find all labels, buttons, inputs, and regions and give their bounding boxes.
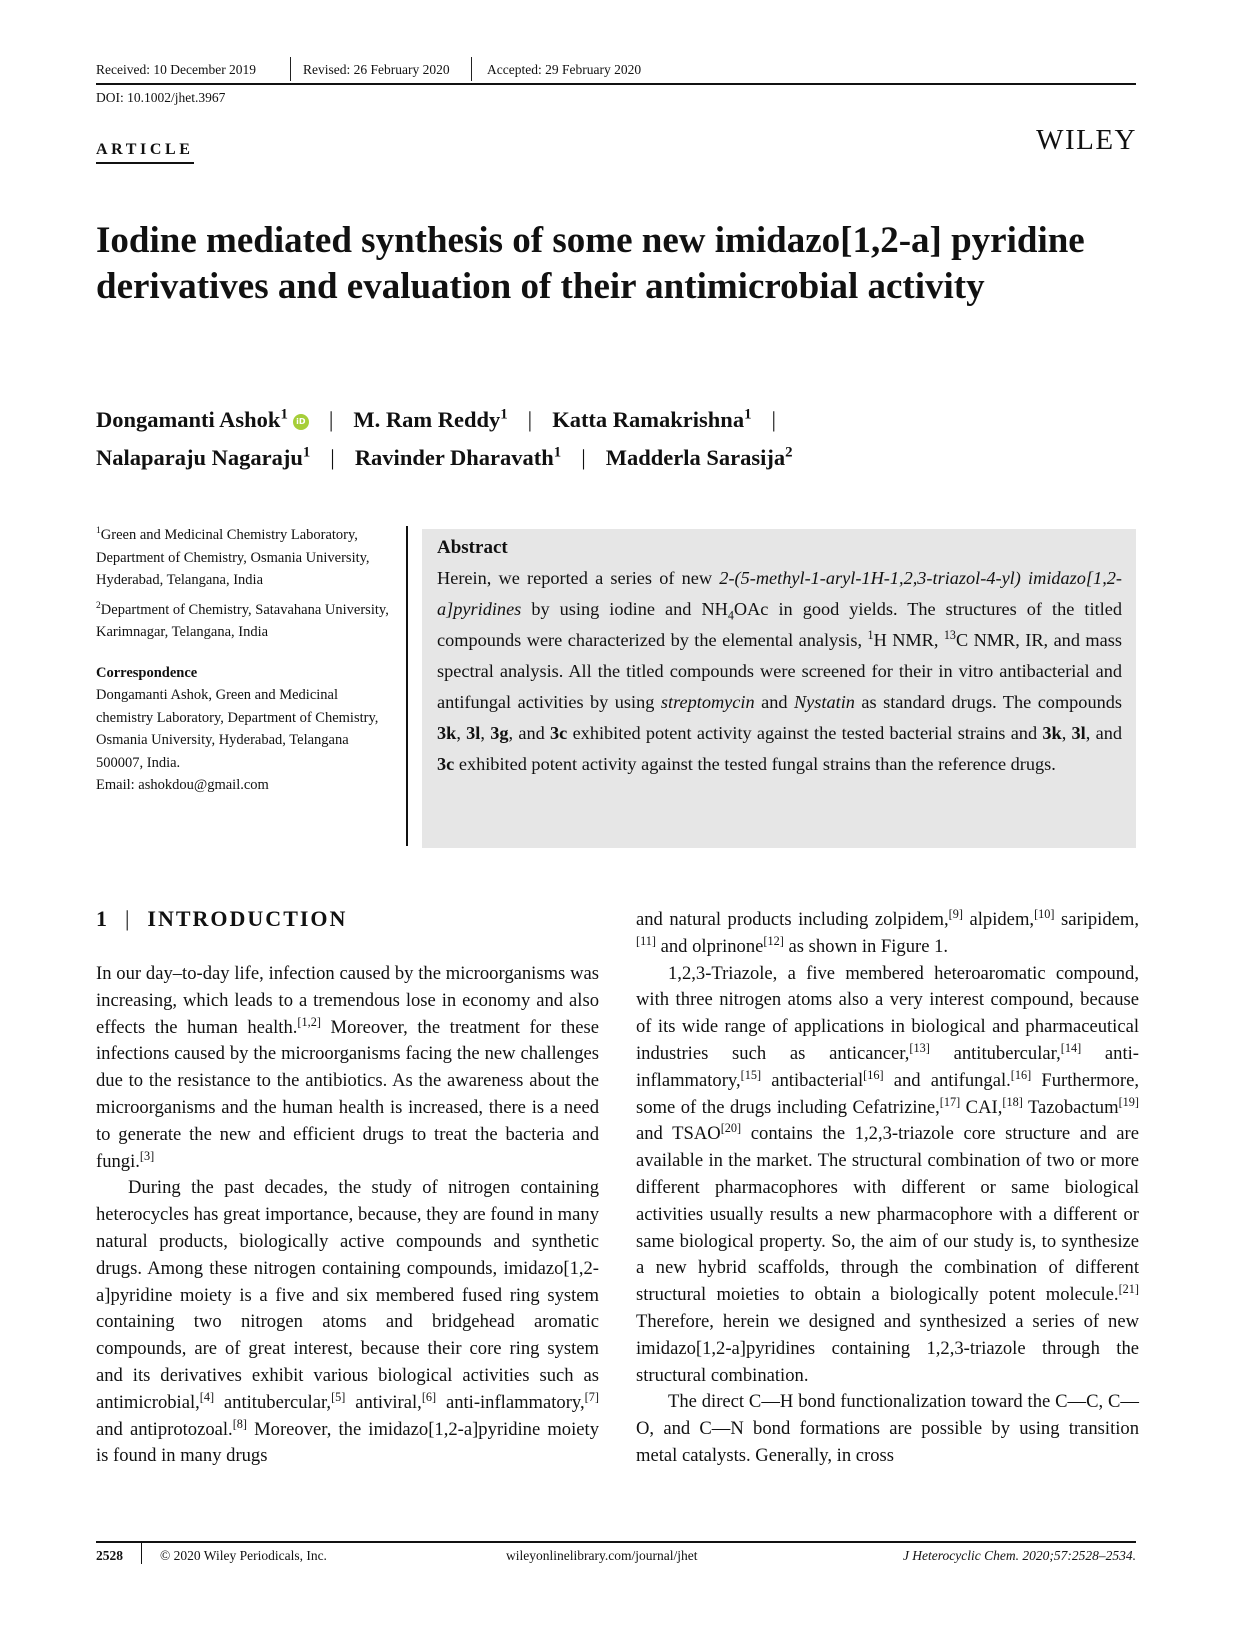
author-separator: | [581,445,586,470]
compound-name: 2-(5-methyl-1-aryl-1H-1,2,3-triazol-4-yl) imidazo[1,2-a]pyridines [437,568,1122,619]
citation-ref[interactable]: [7] [584,1389,599,1404]
revised-date: Revised: 26 February 2020 [303,62,450,77]
author-affiliation-mark: 1 [744,406,752,423]
paper-title: Iodine mediated synthesis of some new imidazo[1,2-a] pyridine derivatives and evaluation of their antimicrobial activity [96,220,1085,307]
paragraph: 1,2,3-Triazole, a five membered heteroaromatic compound, with three nitrogen atoms also a very interest compound, because of its wide range of applications in biological and pharmaceutical industries such as anticancer,[13] antitubercular,[14] anti-inflammatory,[15] antibacterial[16] and antifungal.[16] Furthermore, some of the drugs including Cefatrizine,[17] CAI,[18] Tazobactum[19] and TSAO[20] contains the 1,2,3-triazole core structure and are available in the market. The structural combination of two or more different pharmacophores with different or same biological activities usually results a new pharmacophore with a different or same biological property. So, the aim of our study is, to synthesize a new hybrid scaffolds, through the combination of different structural moieties to obtain a biologically potent molecule.[21] Therefore, herein we designed and synthesized a series of new imidazo[1,2-a]pyridines containing 1,2,3-triazole through the structural combination. [636,962,1139,1386]
citation-ref[interactable]: [11] [636,933,656,948]
author-affiliation-mark: 1 [280,406,288,423]
author-affiliation-mark: 1 [302,444,311,461]
date-separator [471,57,472,81]
citation-ref[interactable]: [5] [331,1389,346,1404]
paragraph: and natural products including zolpidem,[9] alpidem,[10] saripidem,[11] and olprinone[12] as shown in Figure 1. [636,906,1139,957]
affiliation-text: Department of Chemistry, Satavahana University, Karimnagar, Telangana, India [96,601,389,640]
citation-ref[interactable]: [19] [1118,1094,1139,1109]
author-affiliation-mark: 2 [785,444,793,461]
citation-ref[interactable]: [18] [1002,1094,1023,1109]
citation-ref[interactable]: [21] [1118,1281,1139,1296]
author-affiliation-mark: 1 [500,406,508,423]
section-heading [96,906,347,932]
citation-ref[interactable]: [14] [1060,1040,1082,1055]
citation-ref[interactable]: [16] [863,1067,884,1082]
citation-ref[interactable]: [13] [909,1040,930,1055]
author-name: Ravinder Dharavath [354,445,554,470]
author-separator: | [328,407,334,432]
section-title: INTRODUCTION [147,906,348,931]
page-footer [96,1548,1136,1570]
author-affiliation-mark: 1 [553,444,562,461]
citation-ref[interactable]: [12] [763,933,784,948]
citation-ref[interactable]: [15] [740,1067,762,1082]
section-number: 1 [96,906,109,931]
citation-ref[interactable]: [10] [1034,906,1055,921]
author-line [96,407,796,433]
citation-ref[interactable]: [6] [421,1389,437,1404]
citation-ref[interactable]: [16] [1010,1067,1032,1082]
author-name: Madderla Sarasija [605,445,786,470]
accepted-date: Accepted: 29 February 2020 [487,62,642,77]
abstract-heading: Abstract [437,537,508,558]
author-separator: | [527,407,533,432]
author-name: Nalaparaju Nagaraju [96,445,303,470]
drug-name: streptomycin [660,692,755,712]
correspondence-text: Dongamanti Ashok, Green and Medicinal chemistry Laboratory, Department of Chemistry, Osmania University, Hyderabad, Telangana 500007, India. [96,687,379,771]
affiliation [96,599,396,644]
journal-url[interactable]: wileyonlinelibrary.com/journal/jhet [506,1548,698,1563]
author-line [96,445,793,471]
abstract-box [422,529,1136,848]
affiliation-number: 1 [96,525,101,537]
body-column-right [636,907,1139,1470]
header-rule [96,83,1136,85]
author-separator: | [771,407,777,432]
citation-ref[interactable]: [3] [139,1148,155,1163]
author-name: M. Ram Reddy [353,407,501,432]
author-name: Dongamanti Ashok [96,407,281,432]
correspondence-email[interactable]: Email: ashokdou@gmail.com [96,777,269,793]
article-type-label: ARTICLE [96,141,194,164]
abstract-rule [406,526,408,846]
paragraph: During the past decades, the study of nitrogen containing heterocycles has great importance, because, they are found in many natural products, biologically active compounds and synthetic drugs. Among these nitrogen containing compounds, imidazo[1,2-a]pyridine moiety is a five and six membered fused ring system containing two nitrogen atoms and bridgehead aromatic compounds, are of great interest, because their core ring system and its derivatives exhibit various biological activities such as antimicrobial,[4] antitubercular,[5] antiviral,[6] anti-inflammatory,[7] and antiprotozoal.[8] Moreover, the imidazo[1,2-a]pyridine moiety is found in many drugs [96,1177,599,1467]
affiliation-number: 2 [96,599,101,611]
footer-separator [141,1542,142,1564]
abstract-text: Herein, we reported a series of new 2-(5-methyl-1-aryl-1H-1,2,3-triazol-4-yl) imidazo[1,2-a]pyridines by using iodine and $NH_4OAc$ in good yields. The structures of the titled compounds were characterized by the elemental analysis, $^1$H NMR, $^{13}$C NMR, IR, and mass spectral analysis. All the titled compounds were screened for their in vitro antibacterial and antifungal activities by using streptomycin and Nystatin as standard drugs. The compounds 3k, 3l, 3g, and 3c exhibited potent activity against the tested bacterial strains and 3k, 3l, and 3c exhibited potent activity against the tested fungal strains than the reference drugs. [437,568,1123,774]
citation-ref[interactable]: [20] [720,1121,742,1136]
copyright: © 2020 Wiley Periodicals, Inc. [160,1548,327,1563]
orcid-icon[interactable]: iD [293,414,309,430]
drug-name: Nystatin [793,692,855,712]
footer-rule [96,1541,1136,1543]
date-separator [290,57,291,81]
affiliation-text: Green and Medicinal Chemistry Laboratory, Department of Chemistry, Osmania University, Hyderabad, Telangana, India [96,527,370,588]
received-date: Received: 10 December 2019 [96,62,257,77]
section-separator: | [125,906,132,931]
citation-ref[interactable]: [8] [232,1416,248,1431]
page-number: 2528 [96,1548,123,1563]
doi: DOI: 10.1002/jhet.3967 [96,90,226,105]
publication-dates [96,61,1136,83]
publisher-logo: WILEY [1036,124,1137,156]
body-column-left [96,961,599,1470]
author-separator: | [330,445,335,470]
paragraph: In our day–to-day life, infection caused by the microorganisms was increasing, which leads to a tremendous lose in economy and also effects the human health.[1,2] Moreover, the treatment for these infections caused by the microorganisms facing the new challenges due to the resistance to the antibiotics. As the awareness about the microorganisms and the human health is increased, there is a need to generate the new and efficient drugs to treat the bacteria and fungi.[3] [96,963,599,1172]
affiliations [96,524,396,797]
citation-ref[interactable]: [4] [199,1389,215,1404]
citation-ref[interactable]: [9] [948,906,963,921]
correspondence-title: Correspondence [96,664,198,681]
citation-ref[interactable]: [1,2] [297,1014,321,1029]
author-name: Katta Ramakrishna [552,407,745,432]
affiliation [96,524,396,592]
citation-ref[interactable]: [17] [939,1094,961,1109]
paragraph: The direct C—H bond functionalization toward the C—C, C—O, and C—N bond formations are possible by using transition metal catalysts. Generally, in cross [636,1391,1139,1466]
journal-citation: J Heterocyclic Chem. 2020;57:2528–2534. [902,1548,1136,1563]
